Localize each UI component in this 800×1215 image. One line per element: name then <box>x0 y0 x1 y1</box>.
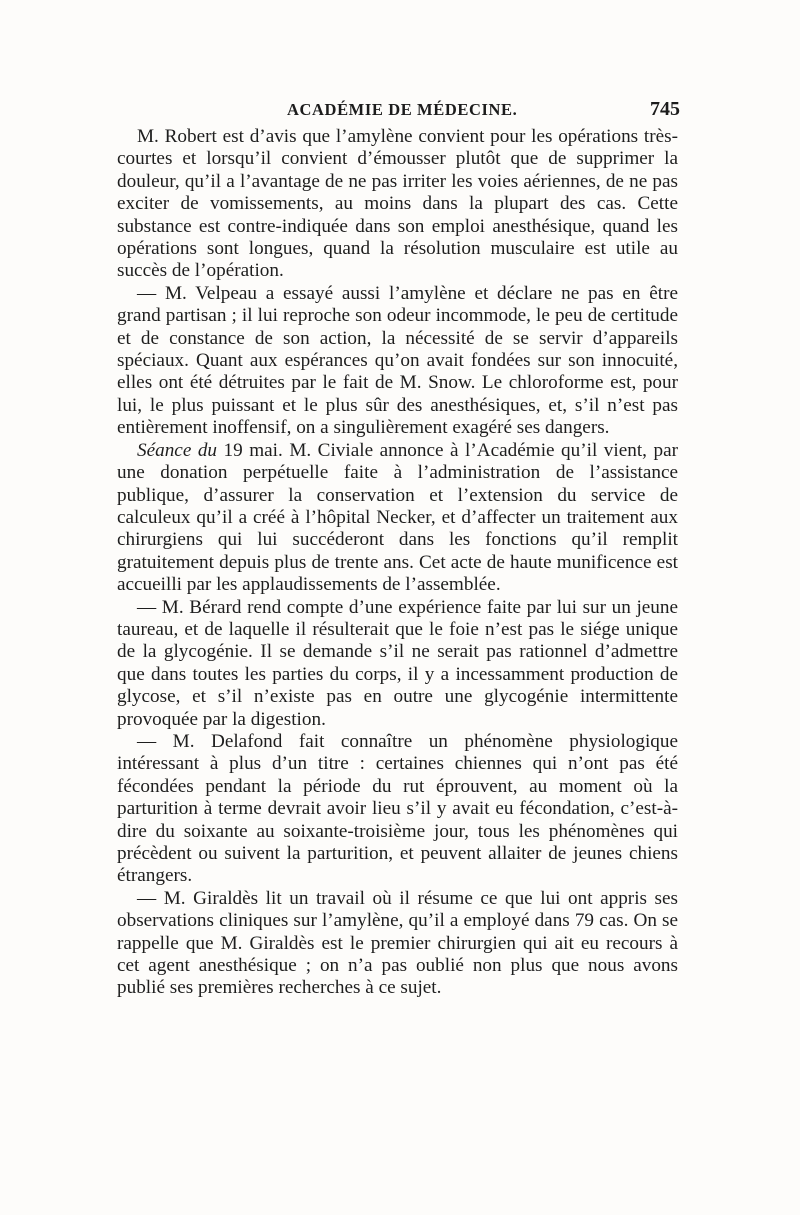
paragraph-seance-19-mai <box>117 440 678 597</box>
paragraph-berard <box>117 597 678 731</box>
paragraph-text: — M. Giraldès lit un travail où il résume ce que lui ont appris ses observations cliniques sur l’amylène, qu’il a employé dans 79 cas. On se rappelle que M. Giraldès est le premier chirurgien qui ait eu recours à cet agent anesthésique ; on n’a pas oublié non plus que nous avons publié ses premières recherches à ce sujet. <box>117 887 678 999</box>
paragraph-robert <box>117 126 678 283</box>
page-number: 745 <box>650 98 680 120</box>
body-text <box>117 126 678 1000</box>
paragraph-text: M. Robert est d’avis que l’amylène convient pour les opérations très-courtes et lorsqu’il convient d’émousser plutôt que de supprimer la douleur, qu’il a l’avantage de ne pas irriter les voies aériennes, de ne pas exciter de vomissements, au moins dans la plupart des cas. Cette substance est contre-indiquée dans son emploi anesthésique, quand les opérations sont longues, quand la résolution musculaire est utile au succès de l’opération. <box>117 126 678 282</box>
paragraph-text: — M. Velpeau a essayé aussi l’amylène et déclare ne pas en être grand partisan ; il lui reproche son odeur incommode, le peu de certitude et de constance de son action, la nécessité de se servir d’appareils spéciaux. Quant aux espérances qu’on avait fondées sur son innocuité, elles ont été détruites par le fait de M. Snow. Le chloroforme est, pour lui, le plus puissant et le plus sûr des anesthésiques, et, s’il n’est pas entièrement inoffensif, on a singulièrement exagéré ses dangers. <box>117 282 678 439</box>
running-title: ACADÉMIE DE MÉDECINE. <box>287 100 518 119</box>
paragraph-text: — M. Bérard rend compte d’une expérience faite par lui sur un jeune taureau, et de laquelle il résulterait que le foie n’est pas le siége unique de la glycogénie. Il se demande s’il ne serait pas rationnel d’admettre que dans toutes les parties du corps, il y a incessamment production de glycose, et s’il n’existe pas en outre une glycogénie intermittente provoquée par la digestion. <box>117 596 678 730</box>
page-header <box>115 100 680 126</box>
paragraph-velpeau <box>117 283 678 440</box>
paragraph-text: — M. Delafond fait connaître un phénomène physiologique intéressant à plus d’un titre : certaines chiennes qui n’ont pas été fécondées pendant la période du rut éprouvent, au moment où la parturition à terme devrait avoir lieu s’il y avait eu fécondation, c’est-à-dire du soixante au soixante-troisième jour, tous les phénomènes qui précèdent ou suivent la parturition, et peuvent allaiter de jeunes chiens étrangers. <box>117 730 678 887</box>
paragraph-text: 19 mai. M. Civiale annonce à l’Académie qu’il vient, par une donation perpétuelle faite à l’administration de l’assistance publique, d’assurer la conservation et l’extension du service de calculeux qu’il a créé à l’hôpital Necker, et d’affecter un traitement aux chirurgiens qui lui succéderont dans les fonctions qu’il remplit gratuitement depuis plus de trente ans. Cet acte de haute munificence est accueilli par les applaudissements de l’assemblée. <box>117 439 678 596</box>
paragraph-delafond <box>117 731 678 888</box>
paragraph-lead: Séance du <box>137 439 218 461</box>
paragraph-giraldes <box>117 888 678 1000</box>
